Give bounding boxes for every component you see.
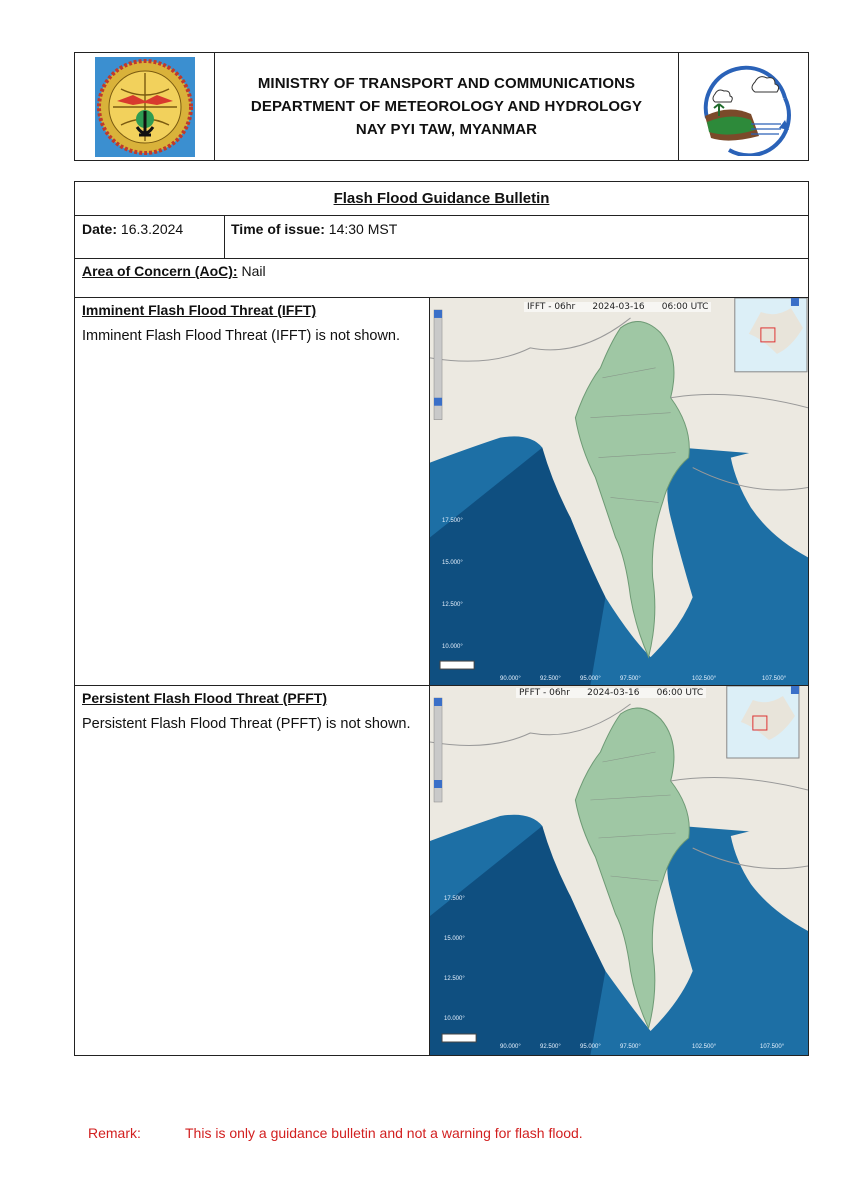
time-label: Time of issue: xyxy=(231,221,325,237)
bulletin-title: Flash Flood Guidance Bulletin xyxy=(333,190,550,207)
pfft-map-caption: PFFT - 06hr 2024-03-16 06:00 UTC xyxy=(516,688,706,698)
ministry-name: MINISTRY OF TRANSPORT AND COMMUNICATIONS xyxy=(257,75,636,92)
ifft-lon-label: 107.500° xyxy=(762,676,787,682)
pfft-lon-label: 102.500° xyxy=(692,1044,717,1050)
aoc-label: Area of Concern (AoC): xyxy=(82,263,238,279)
ifft-lat-label: 15.000° xyxy=(442,560,463,566)
pfft-map-graphic xyxy=(430,686,808,1055)
ifft-lon-label: 95.000° xyxy=(580,676,601,682)
ifft-lon-label: 92.500° xyxy=(540,676,561,682)
remark-text: This is only a guidance bulletin and not a warning for flash flood. xyxy=(185,1125,583,1141)
pfft-lon-label: 92.500° xyxy=(540,1044,561,1050)
letterhead xyxy=(74,52,809,161)
pfft-lat-label: 10.000° xyxy=(444,1016,465,1022)
ifft-lat-label: 12.500° xyxy=(442,602,463,608)
hydrological-cycle-icon xyxy=(689,58,799,156)
pfft-lat-label: 15.000° xyxy=(444,936,465,942)
pfft-lon-label: 90.000° xyxy=(500,1044,521,1050)
dmh-logo xyxy=(678,53,808,160)
ifft-lon-label: 90.000° xyxy=(500,676,521,682)
ifft-text: Imminent Flash Flood Threat (IFFT) is not shown. xyxy=(82,328,401,344)
ifft-row xyxy=(75,298,808,686)
department-name: DEPARTMENT OF METEOROLOGY AND HYDROLOGY xyxy=(250,98,643,115)
pfft-map xyxy=(430,686,808,1055)
time-value: 14:30 MST xyxy=(328,221,398,237)
location-name: NAY PYI TAW, MYANMAR xyxy=(355,121,538,138)
ministry-emblem-icon xyxy=(93,55,197,159)
pfft-row xyxy=(75,686,808,1055)
ifft-lat-label: 10.000° xyxy=(442,644,463,650)
bulletin-table xyxy=(74,181,809,1056)
time-cell xyxy=(225,216,808,258)
ministry-logo xyxy=(75,53,215,160)
remark xyxy=(88,1125,583,1141)
ifft-map-graphic xyxy=(430,298,808,685)
ifft-map xyxy=(430,298,808,685)
pfft-lat-label: 17.500° xyxy=(444,896,465,902)
pfft-lon-label: 107.500° xyxy=(760,1044,785,1050)
pfft-lat-label: 12.500° xyxy=(444,976,465,982)
date-value: 16.3.2024 xyxy=(120,221,184,237)
pfft-lon-label: 97.500° xyxy=(620,1044,641,1050)
pfft-lon-label: 95.000° xyxy=(580,1044,601,1050)
aoc-value: Nail xyxy=(241,263,266,279)
date-cell xyxy=(75,216,225,258)
remark-label: Remark: xyxy=(88,1125,141,1141)
aoc-row xyxy=(75,259,808,298)
ifft-lat-label: 17.500° xyxy=(442,518,463,524)
pfft-text: Persistent Flash Flood Threat (PFFT) is not shown. xyxy=(82,716,411,732)
ifft-lon-label: 97.500° xyxy=(620,676,641,682)
ifft-map-caption: IFFT - 06hr 2024-03-16 06:00 UTC xyxy=(524,302,711,312)
pfft-heading: Persistent Flash Flood Threat (PFFT) xyxy=(82,690,328,706)
ifft-heading: Imminent Flash Flood Threat (IFFT) xyxy=(82,302,317,318)
ifft-lon-label: 102.500° xyxy=(692,676,717,682)
date-label: Date: xyxy=(82,221,118,237)
